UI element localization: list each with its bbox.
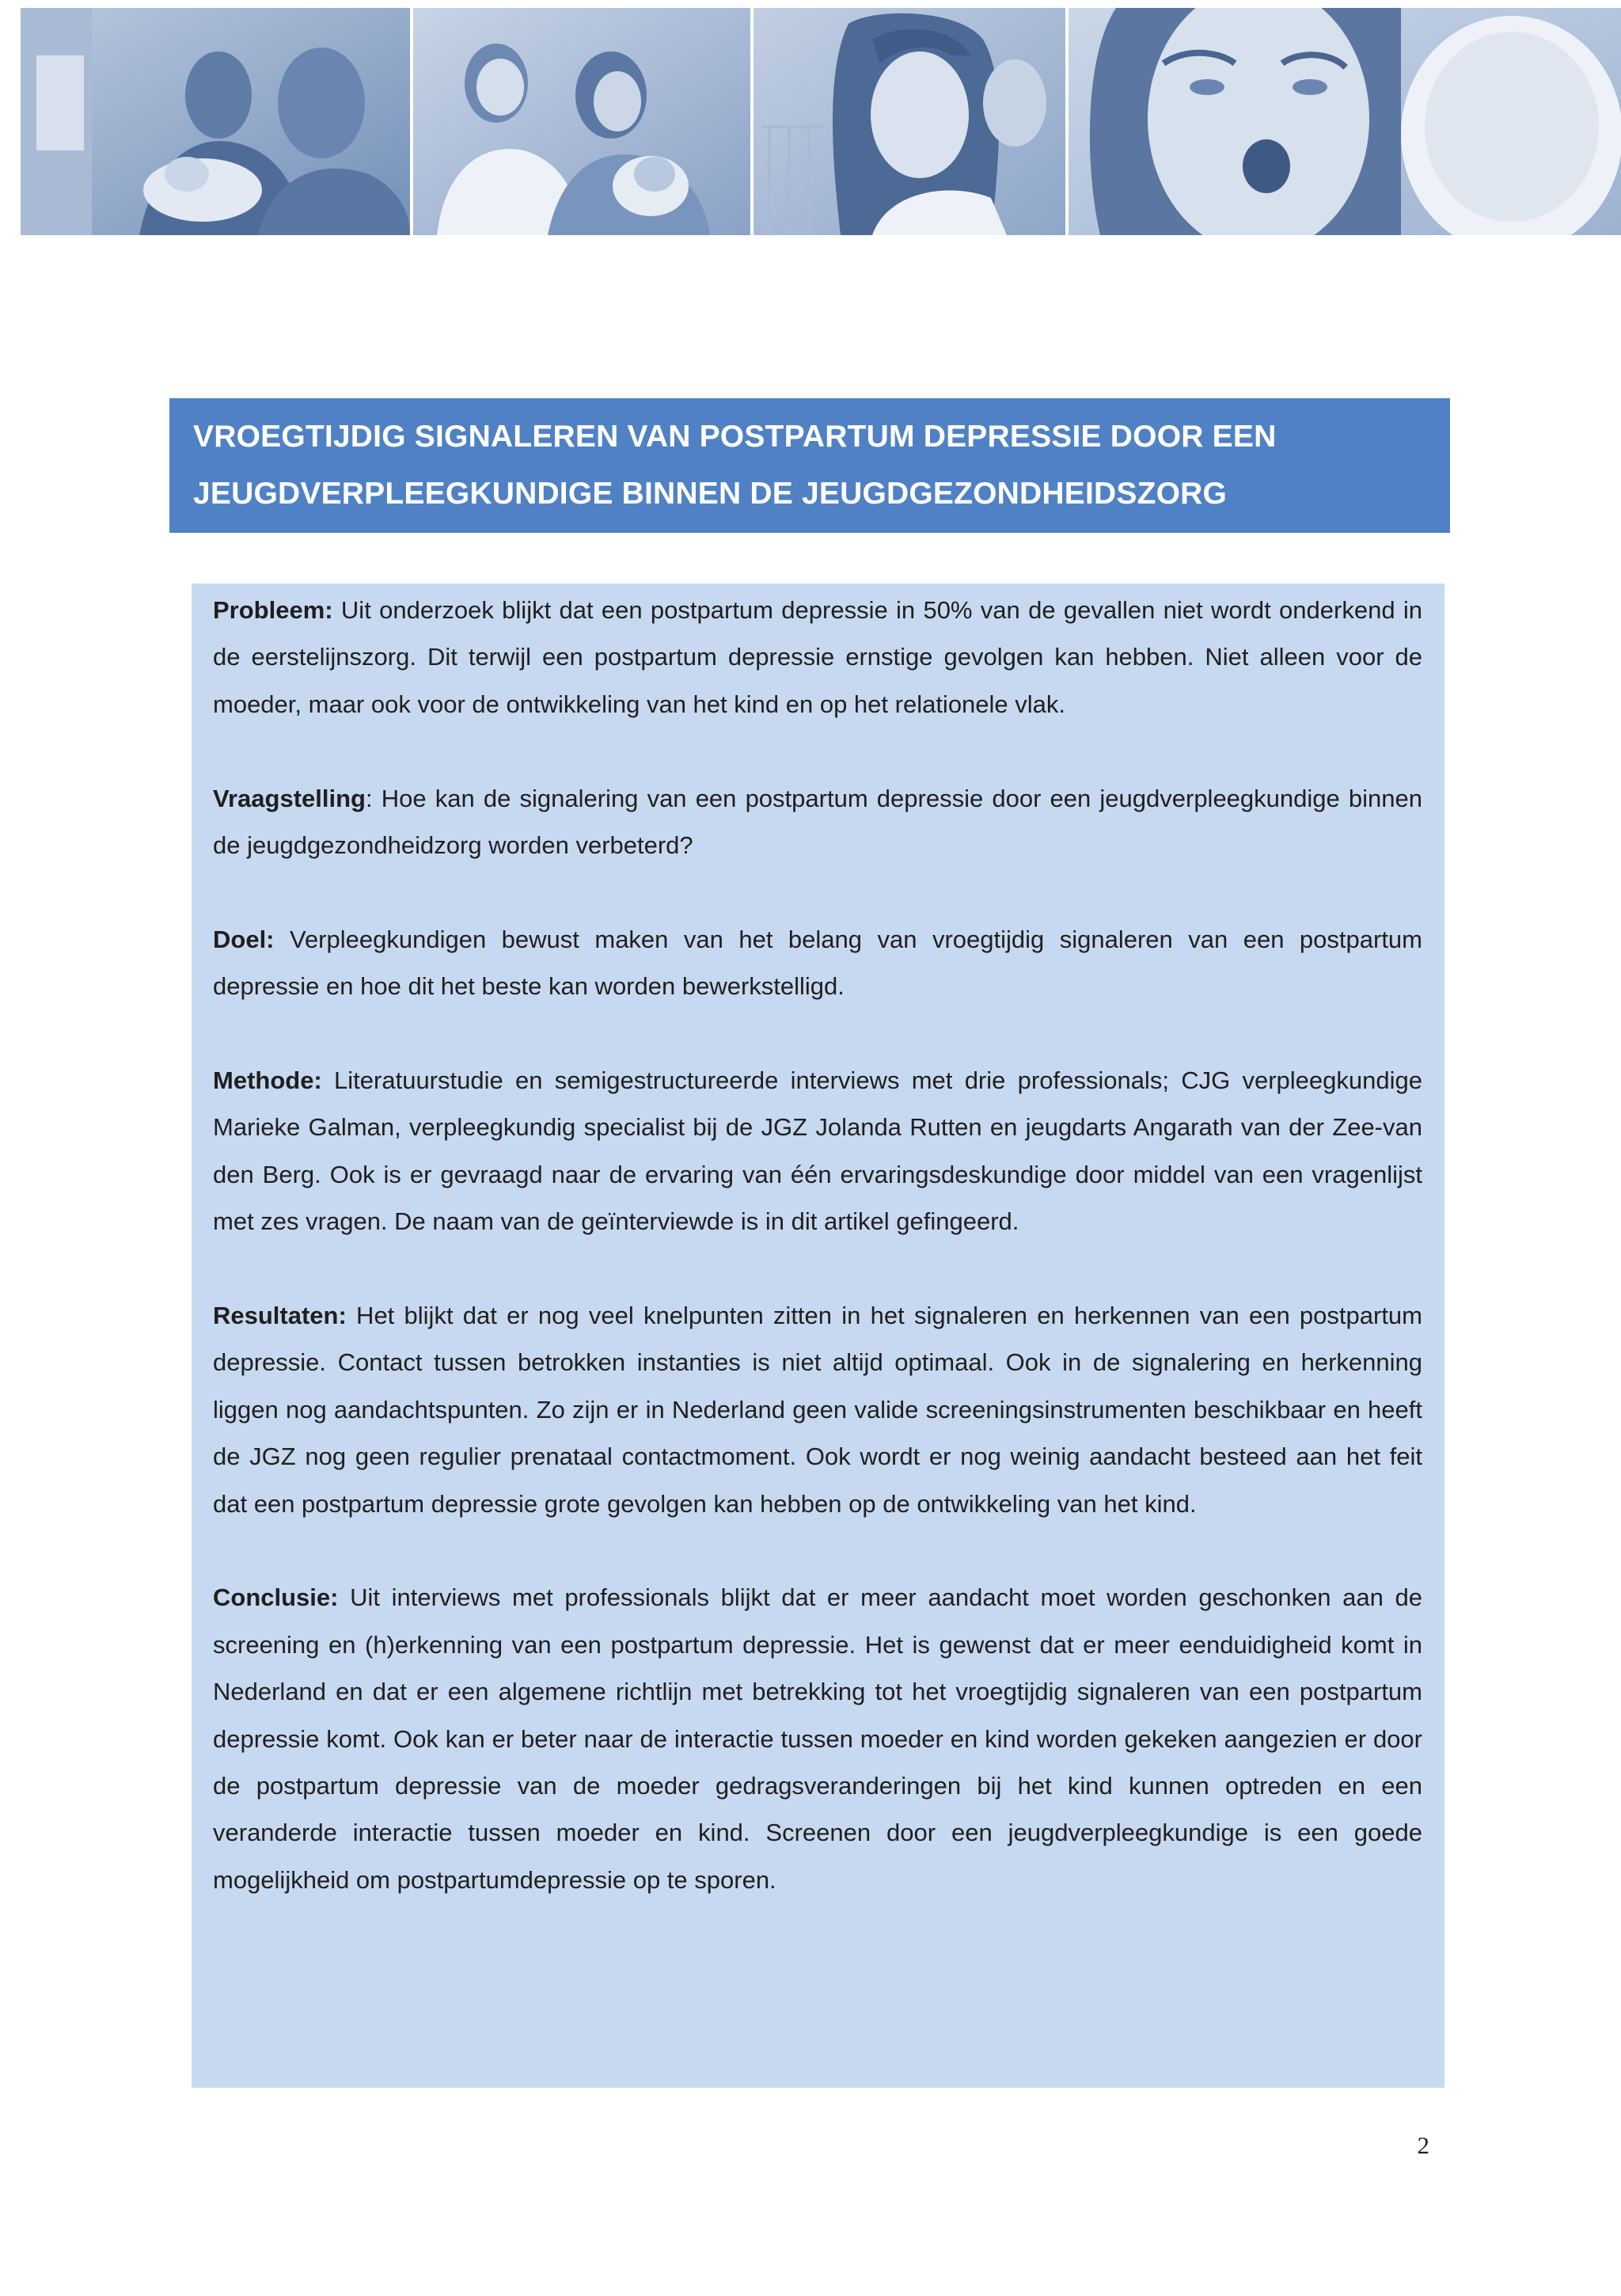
section-text: Het blijkt dat er nog veel knelpunten zitten in het signaleren en herkennen van een postpartum depressie. Contact tussen betrokken instanties is niet altijd optimaal. Ook in de signalering en herkenning liggen nog aandachtspunten. Zo zijn er in Nederland geen valide screeningsinstrumenten beschikbaar en heeft de JGZ nog geen regulier prenataal contactmoment. Ook wordt er nog weinig aandacht besteed aan het feit dat een postpartum depressie grote gevolgen kan hebben op de ontwikkeling van het kind. (213, 1302, 1422, 1518)
document-title (193, 409, 1276, 523)
abstract-box (192, 584, 1444, 2088)
section-probleem (213, 584, 1422, 728)
section-text: : Hoe kan de signalering van een postpartum depressie door een jeugdverpleegkundige binnen de jeugdgezondheidzorg worden verbeterd? (213, 784, 1422, 860)
section-label: Methode: (213, 1066, 322, 1095)
title-line-1: VROEGTIJDIG SIGNALEREN VAN POSTPARTUM DEPRESSIE DOOR EEN (193, 420, 1277, 454)
page-number: 2 (1417, 2131, 1429, 2159)
section-text: Verpleegkundigen bewust maken van het belang van vroegtijdig signaleren van een postpartum depressie en hoe dit het beste kan worden bewerkstelligd. (213, 925, 1422, 1001)
section-text: Literatuurstudie en semigestructureerde interviews met drie professionals; CJG verpleegkundige Marieke Galman, verpleegkundig specialist bij de JGZ Jolanda Rutten en jeugdarts Angarath van der Zee-van den Berg. Ook is er gevraagd naar de ervaring van één ervaringsdeskundige door middel van een vragenlijst met zes vragen. De naam van de geïnterviewde is in dit artikel gefingeerd. (213, 1066, 1422, 1236)
section-text: Uit interviews met professionals blijkt dat er meer aandacht moet worden geschonken aan de screening en (h)erkenning van een postpartum depressie. Het is gewenst dat er meer eenduidigheid komt in Nederland en dat er een algemene richtlijn met betrekking tot het vroegtijdig signaleren van een postpartum depressie komt. Ook kan er beter naar de interactie tussen moeder en kind worden gekeken aangezien er door de postpartum depressie van de moeder gedragsveranderingen bij het kind kunnen optreden en een veranderde interactie tussen moeder en kind. Screenen door een jeugdverpleegkundige is een goede mogelijkheid om postpartumdepressie op te sporen. (213, 1583, 1422, 1894)
section-methode (213, 1057, 1422, 1245)
header-photo-strip (21, 8, 1621, 235)
section-label: Probleem: (213, 596, 333, 624)
father-with-baby-photo (21, 8, 410, 235)
section-doel (213, 916, 1422, 1010)
section-conclusie (213, 1574, 1422, 1903)
section-text: Uit onderzoek blijkt dat een postpartum depressie in 50% van de gevallen niet wordt onderkend in de eerstelijnszorg. Dit terwijl een postpartum depressie ernstige gevolgen kan hebben. Niet alleen voor de moeder, maar ook voor de ontwikkeling van het kind en op het relationele vlak. (213, 596, 1422, 718)
section-vraagstelling (213, 775, 1422, 869)
screaming-woman-with-baby-photo (1069, 8, 1621, 235)
section-label: Doel: (213, 925, 275, 953)
section-label: Resultaten: (213, 1302, 347, 1330)
section-label: Vraagstelling (213, 784, 366, 812)
tired-woman-photo (754, 8, 1065, 235)
crying-mother-photo (413, 8, 750, 235)
section-resultaten (213, 1292, 1422, 1527)
title-line-2: JEUGDVERPLEEGKUNDIGE BINNEN DE JEUGDGEZONDHEIDSZORG (193, 477, 1228, 511)
section-label: Conclusie: (213, 1583, 339, 1612)
title-banner (169, 398, 1450, 533)
